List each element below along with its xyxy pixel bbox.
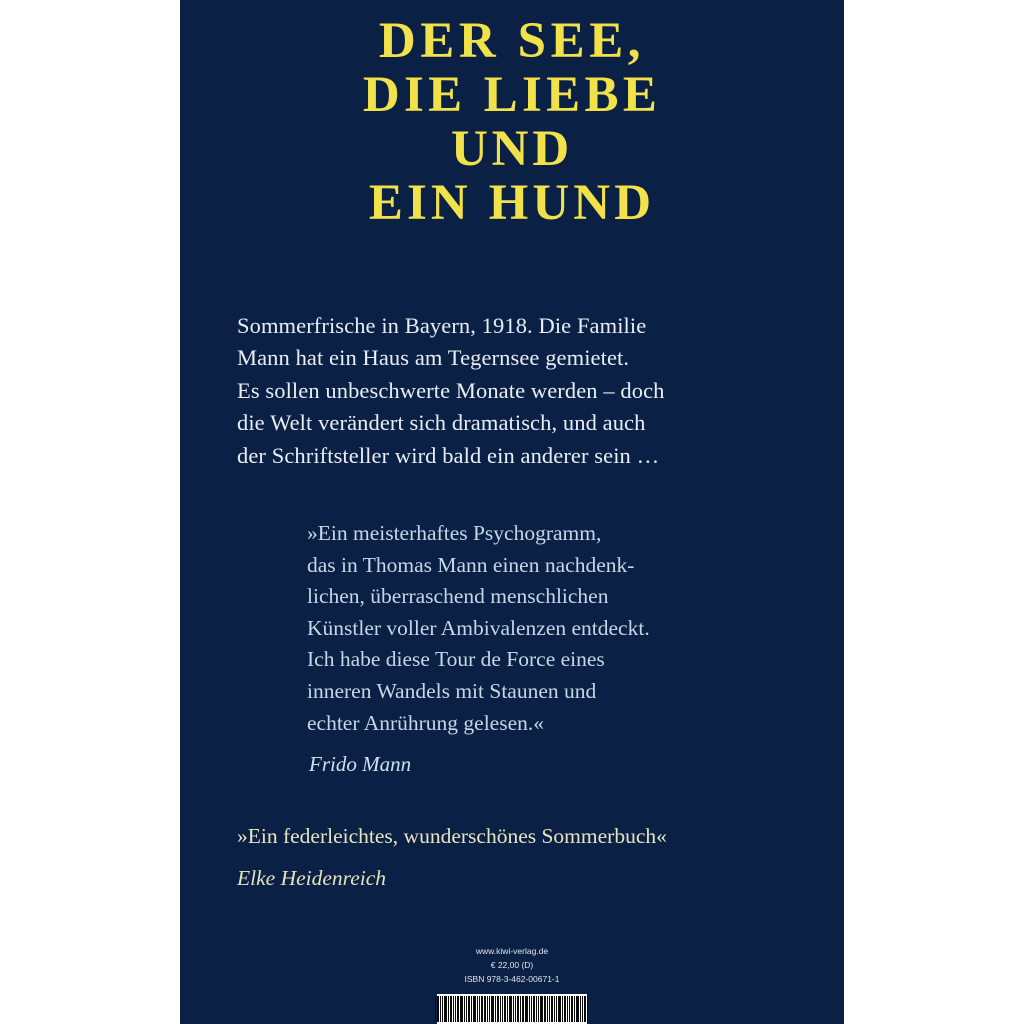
cover-footer (180, 944, 844, 986)
title-line-3: UND (451, 121, 573, 178)
quote-line: »Ein meisterhaftes Psychogramm, (307, 521, 602, 545)
blurb-line: Mann hat ein Haus am Tegernsee gemietet. (237, 345, 630, 371)
quote-line: das in Thomas Mann einen nachdenk- (307, 552, 635, 577)
title-line-2: DIE LIEBE (362, 67, 662, 124)
title-line-1: DER SEE, (378, 13, 646, 69)
quote-line: echter Anrührung gelesen.« (307, 710, 545, 735)
title-line-4: EIN HUND (368, 175, 656, 232)
isbn-label: ISBN 978-3-462-00671-1 (463, 972, 562, 986)
blurb-line: die Welt verändert sich dramatisch, und auch (237, 410, 646, 436)
quote-line: Ich habe diese Tour de Force eines (307, 647, 605, 672)
barcode (437, 994, 587, 1024)
barcode-bars (435, 996, 589, 1022)
book-cover (180, 0, 844, 1024)
review-quote-secondary: »Ein federleichtes, wunderschönes Sommerbuch« (237, 824, 667, 848)
review-quote (307, 518, 807, 739)
blurb-line: Sommerfrische in Bayern, 1918. Die Familie (237, 313, 647, 338)
review-quote-secondary-author: Elke Heidenreich (237, 866, 387, 890)
quote-line: lichen, überraschend menschlichen (307, 584, 609, 609)
review-quote-author: Frido Mann (309, 752, 412, 776)
blurb-line: der Schriftsteller wird bald ein anderer sein … (237, 442, 660, 468)
publisher-website: www.kiwi-verlag.de (475, 945, 549, 956)
blurb-line: Es sollen unbeschwerte Monate werden – doch (237, 377, 665, 403)
price-label: € 22,00 (D) (490, 959, 534, 970)
book-title (180, 14, 844, 230)
blurb-text (237, 310, 797, 472)
quote-line: inneren Wandels mit Staunen und (307, 678, 597, 703)
quote-line: Künstler voller Ambivalenzen entdeckt. (307, 615, 650, 640)
